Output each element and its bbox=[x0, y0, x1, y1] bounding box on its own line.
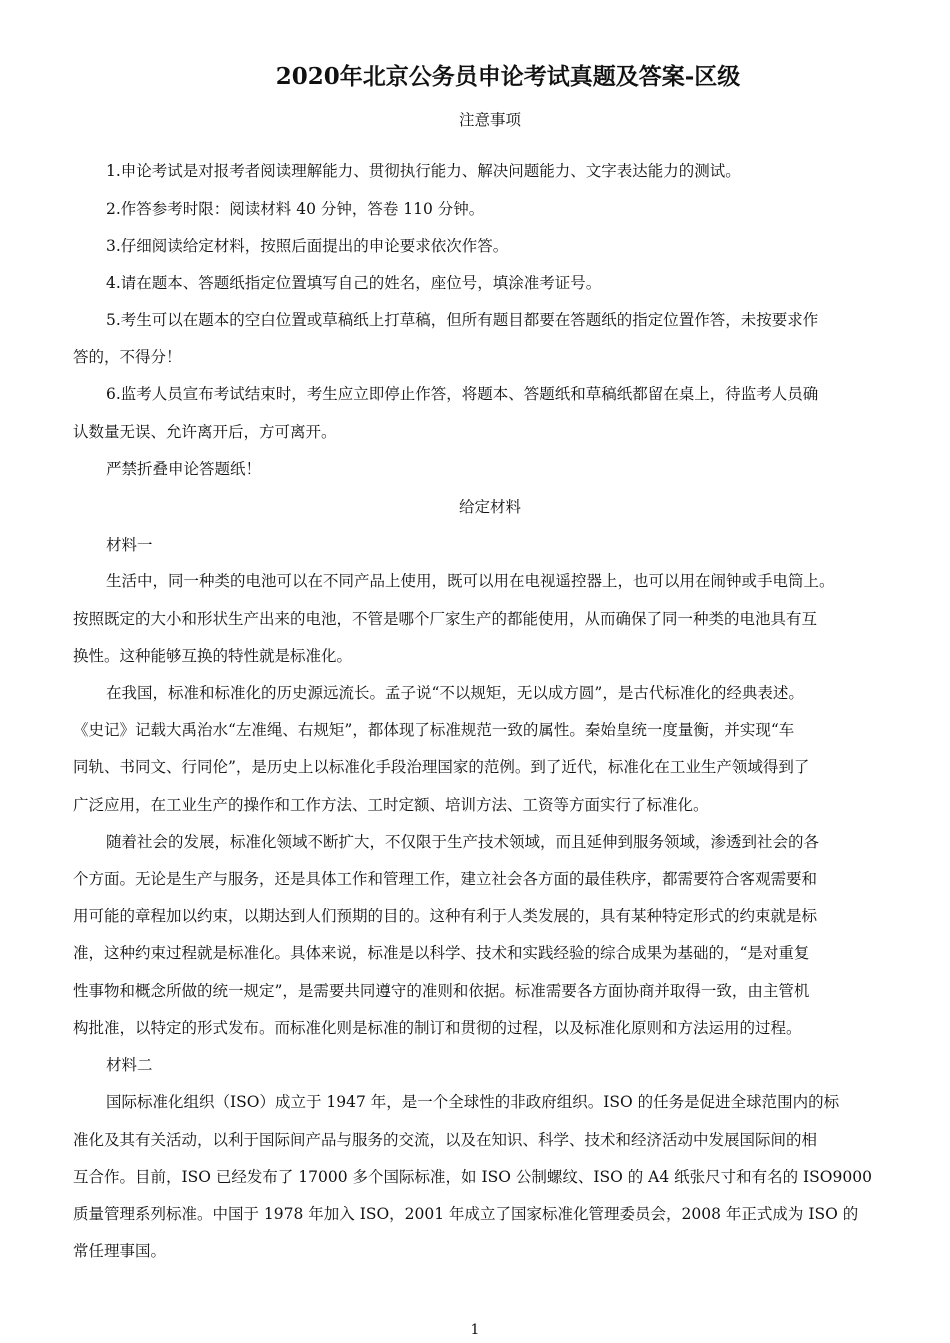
materials-heading: 给定材料 bbox=[458, 498, 521, 516]
notice-item: 1.申论考试是对报考者阅读理解能力、贯彻执行能力、解决问题能力、文字表达能力的测试。 bbox=[106, 162, 741, 180]
material1-line: 个方面。无论是生产与服务，还是具体工作和管理工作，建立社会各方面的最佳秩序，都需要符合客观需要和 bbox=[73, 870, 818, 888]
material1-line: 准，这种约束过程就是标准化。具体来说，标准是以科学、技术和实践经验的综合成果为基础的，“是对重复 bbox=[73, 944, 810, 962]
material2-heading: 材料二 bbox=[106, 1056, 153, 1074]
material1-line: 换性。这种能够互换的特性就是标准化。 bbox=[73, 647, 353, 665]
material1-line: 性事物和概念所做的统一规定”，是需要共同遵守的准则和依据。标准需要各方面协商并取得一致，由主管机 bbox=[73, 982, 810, 1000]
notice-item: 6.监考人员宣布考试结束时，考生应立即停止作答，将题本、答题纸和草稿纸都留在桌上，待监考人员确 bbox=[106, 385, 819, 403]
notice-item-continuation: 认数量无误、允许离开后，方可离开。 bbox=[73, 423, 337, 441]
material1-line: 按照既定的大小和形状生产出来的电池，不管是哪个厂家生产的都能使用，从而确保了同一种类的电池具有互 bbox=[73, 610, 818, 628]
material1-line: 构批准，以特定的形式发布。而标准化则是标准的制订和贯彻的过程，以及标准化原则和方法运用的过程。 bbox=[73, 1019, 802, 1037]
material2-line: 准化及其有关活动，以利于国际间产品与服务的交流，以及在知识、科学、技术和经济活动中发展国际间的相 bbox=[73, 1131, 818, 1149]
material2-line: 质量管理系列标准。中国于 1978 年加入 ISO，2001 年成立了国家标准化管理委员会，2008 年正式成为 ISO 的 bbox=[73, 1205, 859, 1223]
material2-line: 国际标准化组织（ISO）成立于 1947 年，是一个全球性的非政府组织。ISO 的任务是促进全球范围内的标 bbox=[106, 1093, 840, 1111]
material1-line: 同轨、书同文、行同伦”，是历史上以标准化手段治理国家的范例。到了近代，标准化在工业生产领域得到了 bbox=[73, 758, 810, 776]
material1-line: 《史记》记载大禹治水“左准绳、右规矩”，都体现了标准规范一致的属性。秦始皇统一度量衡，并实现“车 bbox=[73, 721, 795, 739]
material1-line: 广泛应用，在工业生产的操作和工作方法、工时定额、培训方法、工资等方面实行了标准化。 bbox=[73, 796, 709, 814]
material1-line: 在我国，标准和标准化的历史源远流长。孟子说“不以规矩，无以成方圆”，是古代标准化的经典表述。 bbox=[106, 684, 804, 702]
material1-line: 生活中，同一种类的电池可以在不同产品上使用，既可以用在电视遥控器上，也可以用在闹钟或手电筒上。 bbox=[106, 572, 835, 590]
notice-item: 5.考生可以在题本的空白位置或草稿纸上打草稿，但所有题目都要在答题纸的指定位置作答，未按要求作 bbox=[106, 311, 819, 329]
notice-item: 3.仔细阅读给定材料，按照后面提出的申论要求依次作答。 bbox=[106, 237, 509, 255]
notice-heading: 注意事项 bbox=[458, 111, 521, 129]
material1-line: 用可能的章程加以约束，以期达到人们预期的目的。这种有利于人类发展的，具有某种特定形式的约束就是标 bbox=[73, 907, 818, 925]
document-title: 2020年北京公务员申论考试真题及答案-区级 bbox=[275, 63, 741, 90]
notice-item: 2.作答参考时限：阅读材料 40 分钟，答卷 110 分钟。 bbox=[106, 200, 485, 218]
material1-line: 随着社会的发展，标准化领域不断扩大，不仅限于生产技术领域，而且延伸到服务领域，渗透到社会的各 bbox=[106, 833, 820, 851]
warning-text: 严禁折叠申论答题纸！ bbox=[106, 460, 262, 478]
material2-line: 常任理事国。 bbox=[73, 1242, 167, 1260]
material2-line: 互合作。目前，ISO 已经发布了 17000 多个国际标准，如 ISO 公制螺纹、ISO 的 A4 纸张尺寸和有名的 ISO9000 bbox=[73, 1168, 872, 1186]
page-number: 1 bbox=[470, 1322, 480, 1338]
notice-item: 4.请在题本、答题纸指定位置填写自己的姓名，座位号，填涂准考证号。 bbox=[106, 274, 602, 292]
material1-heading: 材料一 bbox=[106, 536, 153, 554]
notice-item-continuation: 答的，不得分！ bbox=[73, 348, 182, 366]
